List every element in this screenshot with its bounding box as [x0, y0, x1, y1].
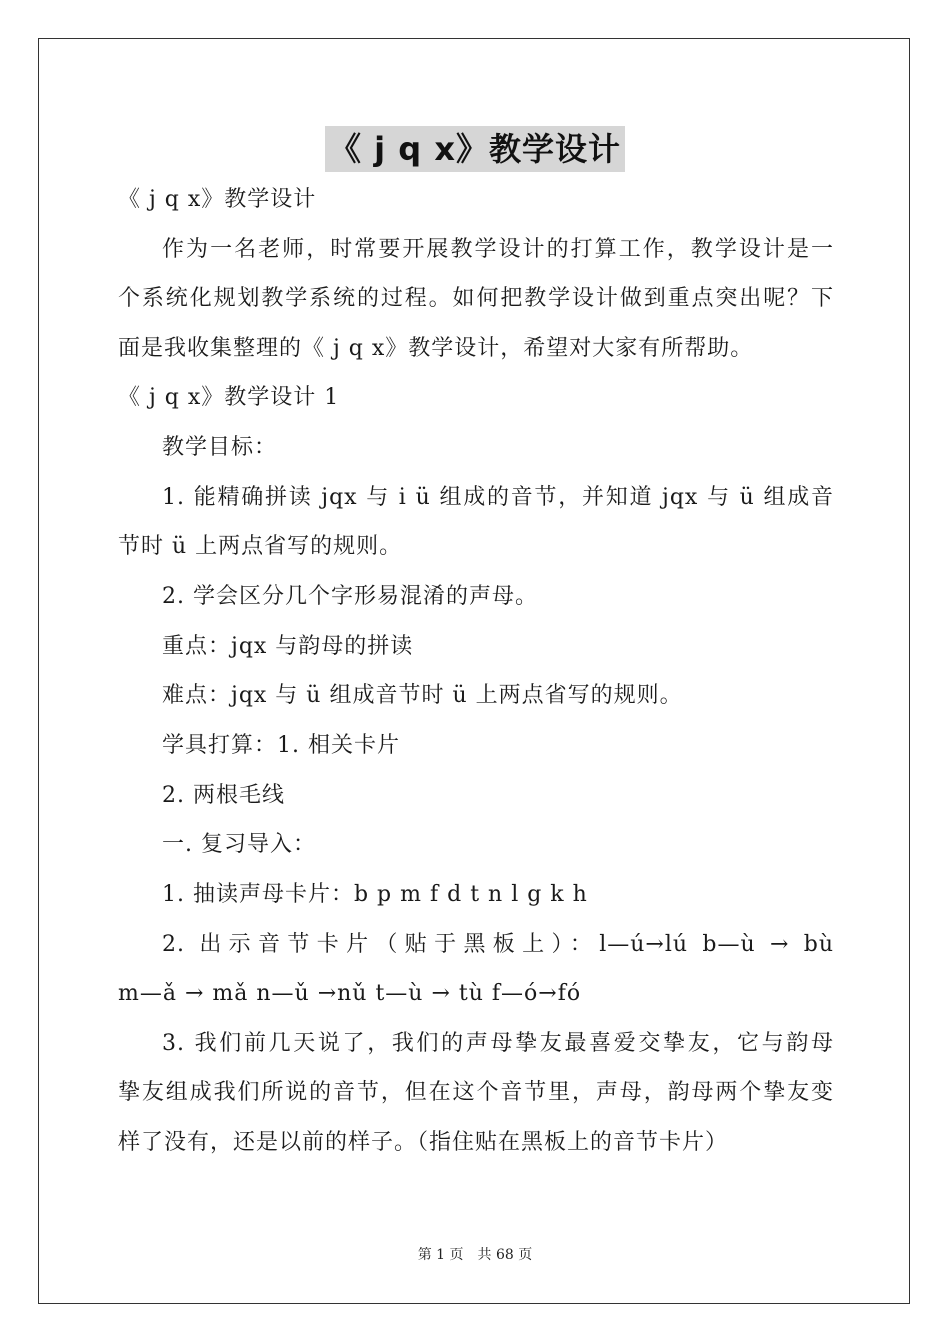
paragraph-line: 挚友组成我们所说的音节，但在这个音节里，声母，韵母两个挚友变: [118, 1080, 834, 1105]
paragraph-line: 面是我收集整理的《 j q x》教学设计，希望对大家有所帮助。: [118, 336, 754, 361]
paragraph-line: 3. 我们前几天说了，我们的声母挚友最喜爱交挚友，它与韵母: [162, 1031, 834, 1056]
paragraph-line: 1. 抽读声母卡片：b p m f d t n l g k h: [162, 882, 588, 907]
page-footer: 第 1 页 共 68 页: [417, 1247, 533, 1263]
document-title: 《 j q x》教学设计: [325, 126, 625, 172]
paragraph-line: 2. 出示音节卡片（贴于黑板上）：l—ú→lú b—ù → bù: [162, 932, 834, 957]
subtitle-line: 《 j q x》教学设计: [118, 187, 317, 212]
paragraph-line: 作为一名老师，时常要开展教学设计的打算工作，教学设计是一: [162, 237, 834, 262]
paragraph-line: 一. 复习导入：: [162, 832, 316, 857]
paragraph-line: 2. 两根毛线: [162, 783, 285, 808]
title-area: [0, 126, 950, 172]
page-border: [38, 38, 910, 1304]
paragraph-line: 2. 学会区分几个字形易混淆的声母。: [162, 584, 538, 609]
paragraph-line: 节时 ü 上两点省写的规则。: [118, 534, 403, 559]
paragraph-line: 1. 能精确拼读 jqx 与 i ü 组成的音节，并知道 jqx 与 ü 组成音: [162, 485, 834, 510]
paragraph-line: 重点：jqx 与韵母的拼读: [162, 634, 414, 659]
section-heading: 《 j q x》教学设计 1: [118, 385, 340, 410]
paragraph-line: 个系统化规划教学系统的过程。如何把教学设计做到重点突出呢？下: [118, 286, 834, 311]
paragraph-line: 教学目标：: [162, 435, 278, 460]
paragraph-line: m—ǎ → mǎ n—ǔ →nǔ t—ù → tù f—ó→fó: [118, 981, 582, 1006]
paragraph-line: 难点：jqx 与 ü 组成音节时 ü 上两点省写的规则。: [162, 683, 683, 708]
paragraph-line: 学具打算：1. 相关卡片: [162, 733, 400, 758]
paragraph-line: 样了没有，还是以前的样子。（指住贴在黑板上的音节卡片）: [118, 1130, 729, 1155]
